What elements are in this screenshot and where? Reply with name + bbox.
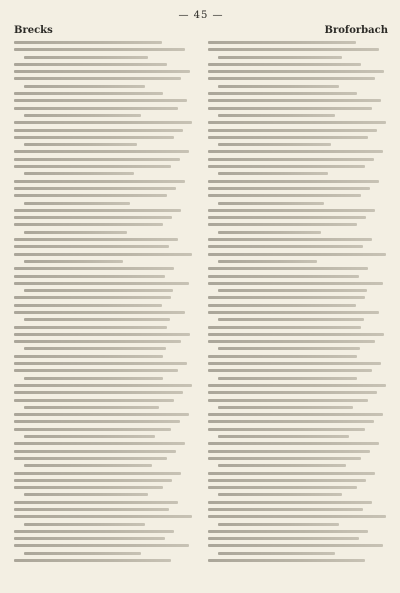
entry-placeholder-line <box>14 136 174 139</box>
entry-placeholder-line <box>218 56 342 59</box>
entry-placeholder-line <box>24 85 145 88</box>
right-running-head: Broforbach <box>324 25 388 36</box>
entry-placeholder-line <box>218 260 317 263</box>
entry-placeholder-line <box>208 362 381 365</box>
entry-placeholder-line <box>218 172 328 175</box>
entry-placeholder-line <box>24 523 145 526</box>
entry-placeholder-line <box>208 180 379 183</box>
entry-placeholder-line <box>218 552 335 555</box>
entry-placeholder-line <box>208 194 361 197</box>
entry-placeholder-line <box>14 479 172 482</box>
entry-placeholder-line <box>208 544 383 547</box>
directory-columns <box>14 24 388 589</box>
entry-placeholder-line <box>14 442 185 445</box>
entry-placeholder-line <box>218 377 357 380</box>
entry-placeholder-line <box>14 486 163 489</box>
entry-placeholder-line <box>208 129 377 132</box>
entry-placeholder-line <box>208 304 356 307</box>
entry-placeholder-line <box>24 231 127 234</box>
entry-placeholder-line <box>208 158 374 161</box>
entry-placeholder-line <box>208 340 375 343</box>
entry-placeholder-line <box>24 435 155 438</box>
entry-placeholder-line <box>24 202 130 205</box>
entry-placeholder-line <box>14 77 181 80</box>
entry-placeholder-line <box>14 275 165 278</box>
entry-placeholder-line <box>208 245 363 248</box>
entry-placeholder-line <box>24 143 137 146</box>
entry-placeholder-line <box>208 107 372 110</box>
entry-placeholder-line <box>208 187 370 190</box>
entry-placeholder-line <box>208 121 386 124</box>
entry-placeholder-line <box>14 245 169 248</box>
entry-placeholder-line <box>208 267 368 270</box>
left-entries-unreadable <box>14 41 194 562</box>
entry-placeholder-line <box>208 136 368 139</box>
entry-placeholder-line <box>208 275 359 278</box>
entry-placeholder-line <box>14 216 172 219</box>
entry-placeholder-line <box>208 420 374 423</box>
entry-placeholder-line <box>24 260 123 263</box>
entry-placeholder-line <box>208 442 379 445</box>
entry-placeholder-line <box>208 508 363 511</box>
entry-placeholder-line <box>14 457 167 460</box>
entry-placeholder-line <box>208 559 365 562</box>
entry-placeholder-line <box>218 347 360 350</box>
entry-placeholder-line <box>218 318 364 321</box>
entry-placeholder-line <box>218 202 324 205</box>
entry-placeholder-line <box>208 311 379 314</box>
entry-placeholder-line <box>14 391 183 394</box>
entry-placeholder-line <box>208 223 357 226</box>
entry-placeholder-line <box>14 150 189 153</box>
entry-placeholder-line <box>14 304 162 307</box>
entry-placeholder-line <box>14 99 187 102</box>
entry-placeholder-line <box>14 267 174 270</box>
entry-placeholder-line <box>14 209 181 212</box>
entry-placeholder-line <box>14 107 178 110</box>
entry-placeholder-line <box>208 413 383 416</box>
entry-placeholder-line <box>208 333 384 336</box>
entry-placeholder-line <box>14 129 183 132</box>
entry-placeholder-line <box>14 92 163 95</box>
entry-placeholder-line <box>208 515 386 518</box>
entry-placeholder-line <box>218 114 335 117</box>
entry-placeholder-line <box>218 289 367 292</box>
entry-placeholder-line <box>218 85 339 88</box>
entry-placeholder-line <box>208 165 365 168</box>
entry-placeholder-line <box>14 413 189 416</box>
entry-placeholder-line <box>208 41 356 44</box>
entry-placeholder-line <box>24 377 163 380</box>
entry-placeholder-line <box>218 523 339 526</box>
entry-placeholder-line <box>218 406 353 409</box>
entry-placeholder-line <box>14 544 189 547</box>
entry-placeholder-line <box>24 347 166 350</box>
entry-placeholder-line <box>14 326 167 329</box>
entry-placeholder-line <box>218 143 331 146</box>
entry-placeholder-line <box>208 428 365 431</box>
entry-placeholder-line <box>14 158 180 161</box>
entry-placeholder-line <box>14 369 178 372</box>
entry-placeholder-line <box>14 420 180 423</box>
entry-placeholder-line <box>24 493 148 496</box>
entry-placeholder-line <box>218 464 346 467</box>
entry-placeholder-line <box>14 501 178 504</box>
entry-placeholder-line <box>14 41 162 44</box>
entry-placeholder-line <box>208 384 386 387</box>
entry-placeholder-line <box>208 282 383 285</box>
entry-placeholder-line <box>24 56 148 59</box>
entry-placeholder-line <box>208 501 372 504</box>
entry-placeholder-line <box>14 165 171 168</box>
entry-placeholder-line <box>24 406 159 409</box>
entry-placeholder-line <box>208 486 357 489</box>
entry-placeholder-line <box>208 209 375 212</box>
entry-placeholder-line <box>24 464 152 467</box>
entry-placeholder-line <box>208 472 375 475</box>
entry-placeholder-line <box>14 537 165 540</box>
entry-placeholder-line <box>14 121 192 124</box>
entry-placeholder-line <box>208 77 375 80</box>
entry-placeholder-line <box>208 530 368 533</box>
right-entries-unreadable <box>208 41 388 562</box>
entry-placeholder-line <box>14 472 181 475</box>
entry-placeholder-line <box>14 362 187 365</box>
entry-placeholder-line <box>14 515 192 518</box>
entry-placeholder-line <box>218 435 349 438</box>
left-running-head: Brecks <box>14 25 53 36</box>
entry-placeholder-line <box>14 238 178 241</box>
entry-placeholder-line <box>14 355 163 358</box>
entry-placeholder-line <box>14 399 174 402</box>
entry-placeholder-line <box>208 63 361 66</box>
entry-placeholder-line <box>208 92 357 95</box>
entry-placeholder-line <box>24 172 134 175</box>
entry-placeholder-line <box>208 70 384 73</box>
entry-placeholder-line <box>24 114 141 117</box>
entry-placeholder-line <box>14 296 171 299</box>
entry-placeholder-line <box>14 559 171 562</box>
entry-placeholder-line <box>14 70 190 73</box>
entry-placeholder-line <box>14 48 185 51</box>
entry-placeholder-line <box>208 457 361 460</box>
entry-placeholder-line <box>208 99 381 102</box>
entry-placeholder-line <box>14 311 185 314</box>
entry-placeholder-line <box>208 216 366 219</box>
entry-placeholder-line <box>208 150 383 153</box>
left-column <box>14 24 201 589</box>
entry-placeholder-line <box>208 296 365 299</box>
entry-placeholder-line <box>14 223 163 226</box>
entry-placeholder-line <box>218 231 321 234</box>
entry-placeholder-line <box>218 493 342 496</box>
entry-placeholder-line <box>14 63 167 66</box>
entry-placeholder-line <box>14 282 189 285</box>
entry-placeholder-line <box>24 289 173 292</box>
entry-placeholder-line <box>208 450 370 453</box>
entry-placeholder-line <box>14 450 176 453</box>
entry-placeholder-line <box>208 399 368 402</box>
entry-placeholder-line <box>208 391 377 394</box>
entry-placeholder-line <box>208 537 359 540</box>
entry-placeholder-line <box>14 530 174 533</box>
entry-placeholder-line <box>208 238 372 241</box>
entry-placeholder-line <box>208 355 357 358</box>
entry-placeholder-line <box>14 340 181 343</box>
entry-placeholder-line <box>24 318 170 321</box>
entry-placeholder-line <box>208 253 386 256</box>
entry-placeholder-line <box>208 48 379 51</box>
entry-placeholder-line <box>14 194 167 197</box>
entry-placeholder-line <box>14 333 190 336</box>
entry-placeholder-line <box>208 369 372 372</box>
entry-placeholder-line <box>208 326 361 329</box>
entry-placeholder-line <box>14 180 185 183</box>
entry-placeholder-line <box>14 384 192 387</box>
entry-placeholder-line <box>14 187 176 190</box>
entry-placeholder-line <box>24 552 141 555</box>
page-number: — 45 — <box>178 10 224 21</box>
entry-placeholder-line <box>14 253 192 256</box>
entry-placeholder-line <box>14 428 171 431</box>
entry-placeholder-line <box>14 508 169 511</box>
right-column <box>201 24 388 589</box>
entry-placeholder-line <box>208 479 366 482</box>
